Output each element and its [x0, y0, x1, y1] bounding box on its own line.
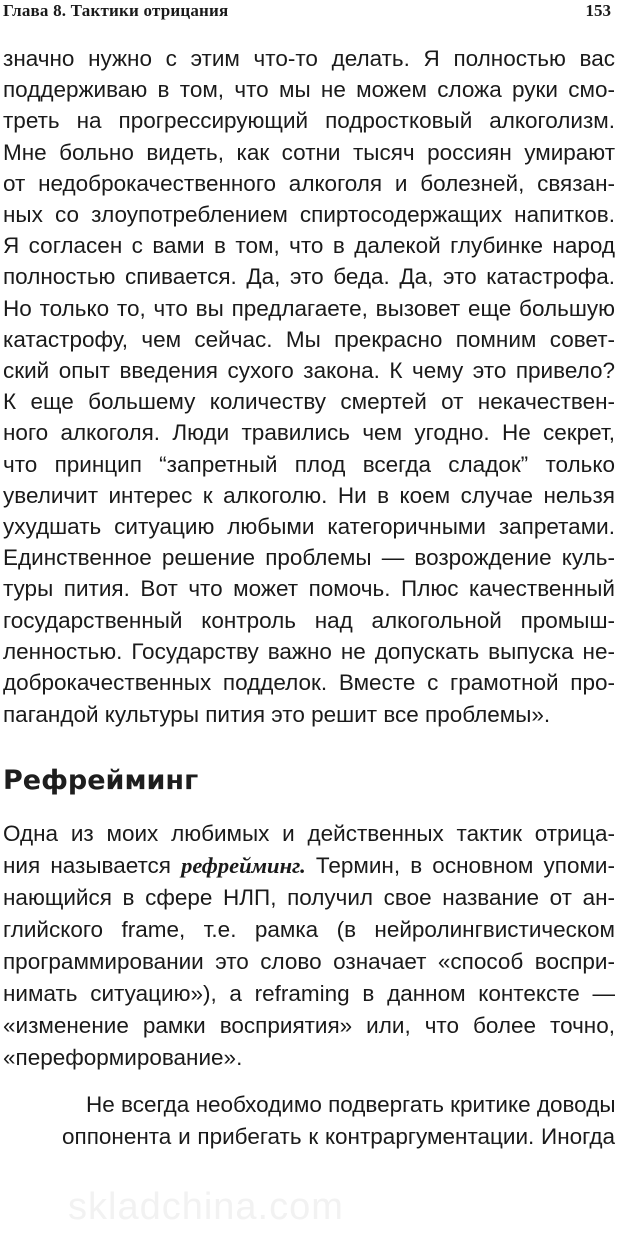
text-line: «изменение рамки восприятия» или, что более точно, — [3, 1013, 615, 1038]
text-line-indented: Не всегда необходимо подвергать критике доводы — [86, 1092, 616, 1117]
text-line: ухудшать ситуацию любыми категоричными запретами. — [3, 514, 615, 539]
chapter-title: Глава 8. Тактики отрицания — [3, 1, 229, 20]
text-line: доброкачественных подделок. Вместе с грамотной про- — [3, 670, 615, 695]
text-line-last: «переформирование». — [3, 1045, 243, 1070]
text-line — [3, 851, 615, 881]
text-line: Но только то, что вы предлагаете, вызовет еще большую — [3, 295, 615, 321]
text-line: увеличит интерес к алкоголю. Ни в коем случае нельзя — [3, 482, 615, 508]
watermark-text: skladchina.com — [68, 1186, 344, 1228]
text-line: нающийся в сфере НЛП, получил свое название от ан- — [3, 885, 615, 910]
text-line: Мне больно видеть, как сотни тысяч россиян умирают — [3, 139, 615, 165]
page-number: 153 — [585, 1, 611, 20]
text-fragment: ния называется — [3, 853, 182, 878]
text-line: катастрофу, чем сейчас. Мы прекрасно помним совет- — [3, 326, 615, 352]
text-line: полностью спивается. Да, это беда. Да, это катастрофа. — [3, 264, 615, 290]
text-line: значно нужно с этим что-то делать. Я полностью вас — [3, 46, 615, 71]
text-line: Я согласен с вами в том, что в далекой глубинке народ — [3, 233, 615, 259]
text-line: Одна из моих любимых и действенных тактик отрица- — [3, 821, 615, 846]
text-line: нимать ситуацию»), а reframing в данном контексте — — [3, 981, 615, 1006]
text-line: ленностью. Государству важно не допускать выпуска не- — [3, 638, 615, 664]
section-heading: Рефрейминг — [3, 765, 199, 796]
text-line: что принцип “запретный плод всегда сладок” только — [3, 451, 615, 477]
text-line: от недоброкачественного алкоголя и болезней, связан- — [3, 170, 615, 196]
text-line: треть на прогрессирующий подростковый алкоголизм. — [3, 108, 615, 134]
quote-last-line: пагандой культуры пития это решит все проблемы». — [3, 702, 551, 727]
text-line: ных со злоупотреблением спиртосодержащих напитков. — [3, 202, 615, 227]
text-line: Единственное решение проблемы — возрождение куль- — [3, 545, 615, 571]
text-line: оппонента и прибегать к контраргументации. Иногда — [62, 1124, 615, 1149]
text-line: поддерживаю в том, что мы не можем сложа руки смо- — [3, 77, 615, 103]
text-line: государственный контроль над алкогольной промыш- — [3, 607, 615, 633]
text-line: К еще большему количеству смертей от некачествен- — [3, 389, 615, 415]
text-line: ного алкоголя. Люди травились чем угодно. Не секрет, — [3, 420, 615, 446]
text-line: ский опыт введения сухого закона. К чему это привело? — [3, 358, 615, 383]
text-fragment: Термин, в основном упоми- — [305, 853, 615, 878]
text-line: глийского frame, т.е. рамка (в нейролингвистическом — [3, 917, 615, 942]
text-line: туры пития. Вот что может помочь. Плюс качественный — [3, 576, 615, 602]
text-line: программировании это слово означает «способ воспри- — [3, 949, 615, 974]
term-emphasis: рефрейминг. — [181, 853, 306, 878]
running-header — [0, 0, 620, 28]
